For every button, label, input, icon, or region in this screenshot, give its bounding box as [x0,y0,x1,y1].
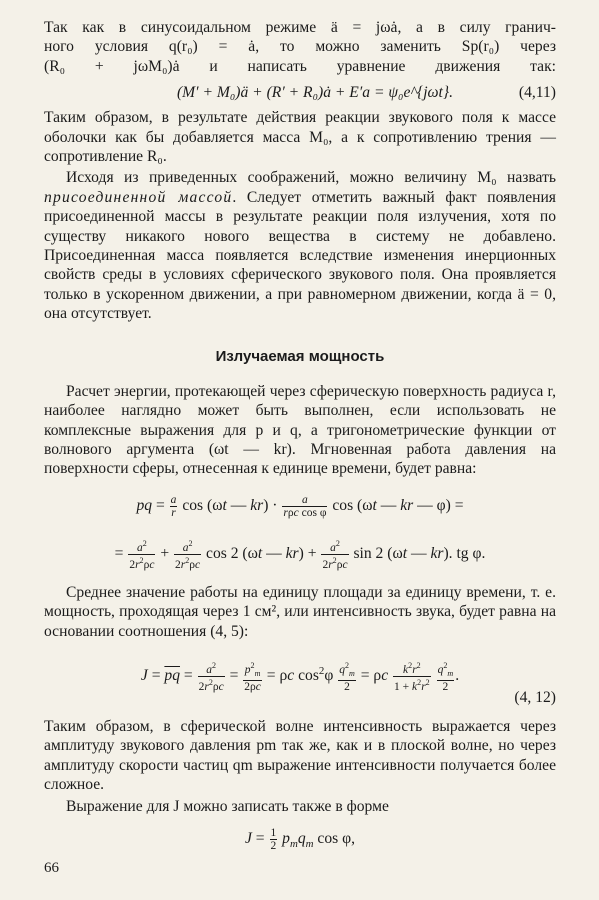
equation-pq-line-1: pq = $\frac{a}{r}$ cos (ωt — kr) · $\frac{a}{\text{rρc cos φ}}$ cos (ωt — kr — φ) = [136,493,464,519]
equation-4-11 [44,82,556,106]
equation-number-4-12: (4, 12) [514,688,556,706]
section-heading: Излучаемая мощность [215,347,385,365]
paragraph-3 [44,168,556,323]
paragraph-5: Среднее значение работы на единицу площади за единицу времени, т. е. мощность, проходящая через 1 см², или интенсивность звука, будет равна на основании соотношения (4, 5): [44,583,556,640]
paragraph-1-line-3: (R₀ + jωM₀)ȧ и написать уравнение движения так: [44,57,556,75]
attached-mass-term: присоединенной массой [44,188,233,206]
equation-pq-line-2: = $\frac{a^2}{2r^2\rho c}$ + $\frac{a^2}{2r^2\rho c}$ cos 2 (ωt — kr) + $\frac{a^2}{2r^2\rho c}$ sin 2 (ωt — kr). tg φ. [114,538,486,571]
paragraph-3-rest: . Следует отметить важный факт появления присоединенной массы в результате реакции поля излучения, хотя по существу никакого нового вещества в систему не добавлено. Присоединенная масса появляется вследствие изменения инерционных свойств среды в условиях сферического звукового поля. Она проявляется только в ускоренном движении, а при равномерном движении, когда ä = 0, она отсутствует. [44,188,556,323]
book-page [44,18,556,856]
equation-4-12: $J = \overline{pq}$ = $\frac{a^2}{2r^2\rho c}$ = $\frac{p^2_m}{2\rho c}$ = ρc $\cos^2\varphi$ $\frac{q^2_m}{2}$ = ρc $\frac{k^2r^2}{1 + k^2r^2}$ $\frac{q^2_m}{2}$ . [140,660,460,694]
paragraph-3-start: Исходя из приведенных соображений, можно величину M₀ назвать [66,169,556,187]
equation-number-4-11: (4,11) [518,84,556,102]
page-number: 66 [44,860,59,876]
paragraph-2: Таким образом, в результате действия реакции звукового поля к массе оболочки как бы добавляется масса M₀, а к сопротивлению трения — сопротивление R₀. [44,109,556,166]
equation-4-11-body: (M′ + M₀)ä + (R′ + R₀)ȧ + E′a = ψ₀e^{jωt}. [176,84,454,102]
paragraph-7: Выражение для J можно записать также в форме [66,797,389,815]
paragraph-1 [44,18,556,76]
equation-number-4-12-row [44,689,556,711]
paragraph-1-line-1: Так как в синусоидальном режиме ä = jωȧ, а в силу гранич- [44,19,556,36]
paragraph-6: Таким образом, в сферической волне интенсивность выражается через амплитуду звукового давления pm так же, как и в плоской волне, но через амплитуду скорости частиц qm выражение интенсивности получается более сложное. [44,717,556,794]
paragraph-4: Расчет энергии, протекающей через сферическую поверхность радиуса r, наиболее наглядно может быть выполнен, если использовать не комплексные выражения для p и q, а тригонометрические функции от волнового аргумента (ωt — kr). Мгновенная работа давления на поверхности сферы, отнесенная к единице времени, будет равна: [44,382,556,478]
equation-intensity-alt: J = $\frac{1}{2}$ $p_mq_m$ cos φ, [244,826,356,852]
paragraph-1-line-2: ного условия q(r₀) = ȧ, то можно заменить Sp(r₀) через [44,38,556,56]
